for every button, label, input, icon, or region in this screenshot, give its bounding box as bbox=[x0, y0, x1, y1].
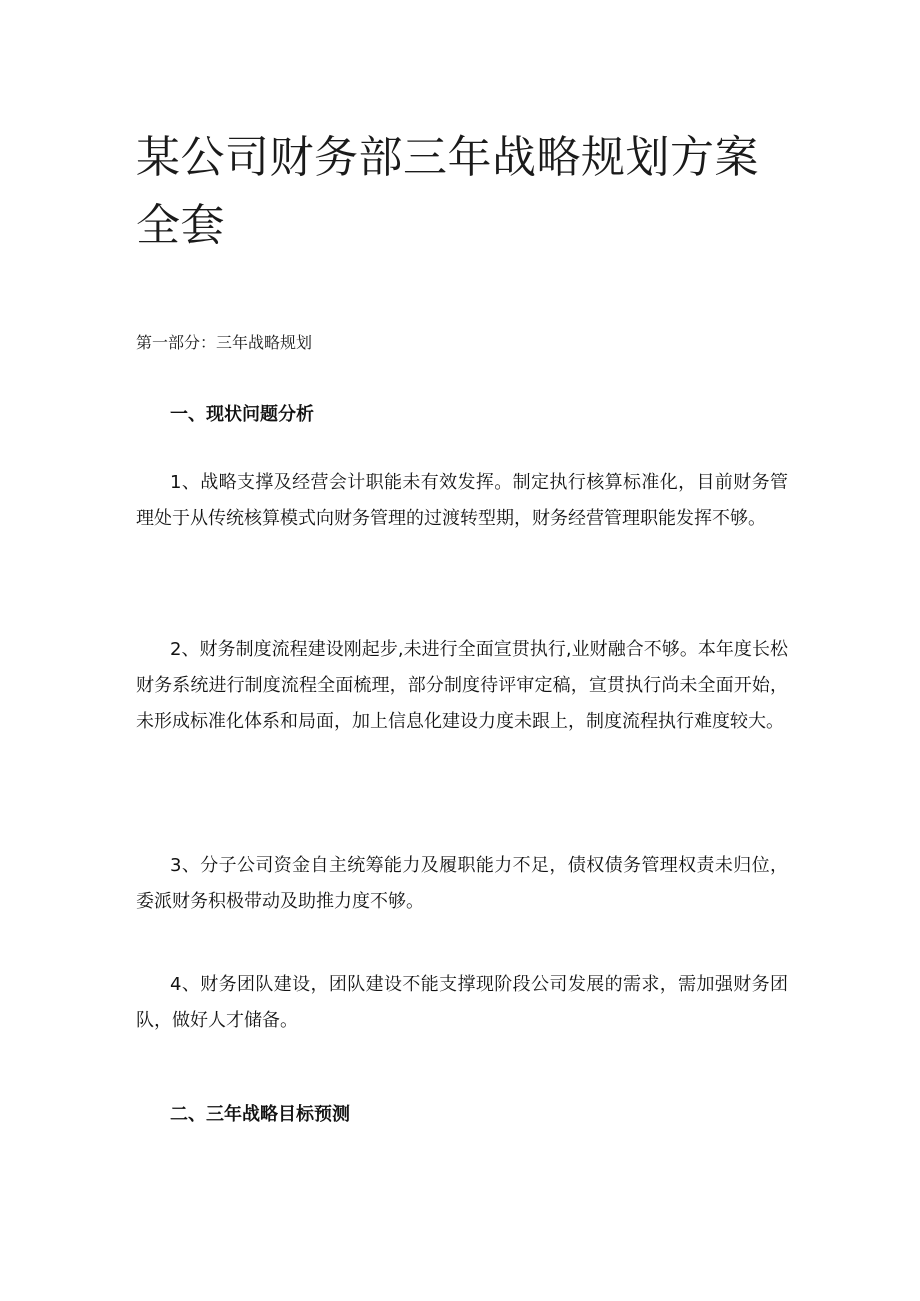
paragraph-2: 2、财务制度流程建设刚起步,未进行全面宣贯执行,业财融合不够。本年度长松财务系统进行制度流程全面梳理，部分制度待评审定稿，宣贯执行尚未全面开始，未形成标准化体系和局面，加上信息化建设力度未跟上，制度流程执行难度较大。 bbox=[136, 639, 788, 732]
section-heading-strategic-goals: 二、三年战略目标预测 bbox=[170, 1104, 350, 1125]
document-title: 某公司财务部三年战略规划方案全套 bbox=[136, 132, 759, 251]
section-heading-current-issues: 一、现状问题分析 bbox=[170, 404, 314, 425]
paragraph-4: 4、财务团队建设，团队建设不能支撑现阶段公司发展的需求，需加强财务团队，做好人才储备。 bbox=[136, 974, 788, 1031]
part-label: 第一部分：三年战略规划 bbox=[136, 333, 313, 352]
paragraph-1: 1、战略支撑及经营会计职能未有效发挥。制定执行核算标准化，目前财务管理处于从传统核算模式向财务管理的过渡转型期，财务经营管理职能发挥不够。 bbox=[136, 472, 788, 529]
paragraph-3: 3、分子公司资金自主统筹能力及履职能力不足，债权债务管理权责未归位，委派财务积极带动及助推力度不够。 bbox=[136, 855, 788, 912]
